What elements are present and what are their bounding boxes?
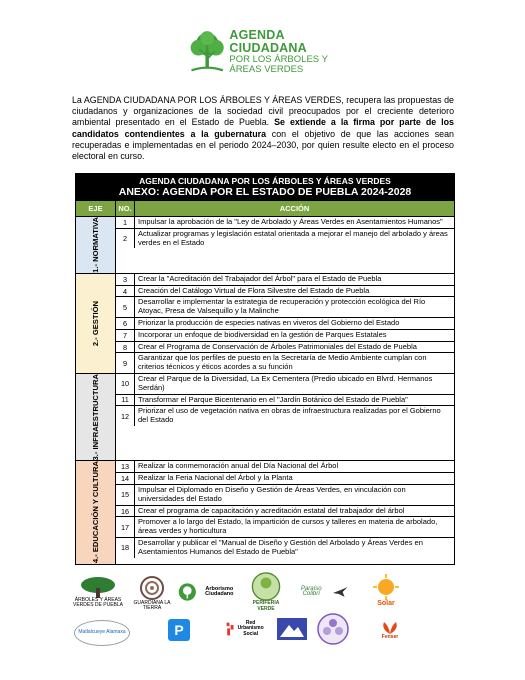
table-row [116,228,454,249]
row-number: 13 [116,461,135,472]
table-row [116,484,454,505]
row-action: Garantizar que los perfiles de puesto en la Secretaría de Medio Ambiente cumplan con criterios técnicos y éticos acordes a su función [138,353,427,372]
table-row [116,374,454,394]
intro-paragraph [72,95,454,162]
brand-line2: POR LOS ÁRBOLES Y [229,54,328,66]
row-number: 2 [116,229,135,249]
solar-logo-text: Solar [377,600,395,608]
table-title [76,174,454,200]
arboles-logo-text: ÁRBOLES Y ÁREAS VERDES DE PUEBLA [72,596,124,608]
row-number: 3 [116,274,135,285]
svg-text:P: P [174,622,184,638]
column-header [76,200,454,216]
eje-cell [76,274,116,373]
row-number: 5 [116,297,135,317]
table-row [116,537,454,558]
brand-line1: AGENDA CIUDADANA [229,27,307,56]
row-action: Crear el Parque de la Diversidad, La Ex Cementera (Predio ubicado en Blvrd. Hermanos Serdán) [138,374,433,392]
fenser-logo-text: Fenser [381,634,399,641]
row-number: 18 [116,538,135,558]
row-action: Transformar el Parque Bicentenario en el "Jardín Botánico del Estado de Puebla" [138,394,408,404]
eje-rows [116,461,454,563]
agenda-table [75,173,455,565]
eje-label: 2.- GESTIÓN [91,300,100,346]
row-action: Priorizar la producción de especies nativas en viveros del Gobierno del Estado [138,318,400,328]
row-number: 8 [116,342,135,353]
row-number: 14 [116,473,135,484]
red-urbanismo-logo-text: Red Urbanismo Social [237,619,264,637]
spiral-icon [139,575,165,601]
arboles-logo [70,572,126,612]
eje-rows [116,217,454,273]
row-number: 17 [116,517,135,537]
col-no: NO. [116,201,135,216]
periferia-badge-icon [250,572,282,601]
row-action: Desarrollar y publicar el "Manual de Diseño y Gestión del Arbolado y Áreas Verdes en Asentamientos Humanos del Estado de Puebla" [138,538,423,556]
urbanismo-icon [226,616,235,642]
circle-tree-icon [178,579,197,605]
eje-cell [76,217,116,273]
tree-icon [188,27,226,77]
p-letter-icon [167,618,191,642]
eje-group [76,373,454,460]
row-number: 1 [116,217,135,228]
intro-part1: La AGENDA CIUDADANA POR LOS ÁRBOLES Y ÁREAS VERDES, recupera las propuestas de ciudadanos y organizaciones de la sociedad civil preocupados por el creciente deterioro ambiental presentado en el Estado de Puebla. [72,95,454,128]
table-row [116,394,454,406]
arboles-tree-icon [78,576,118,598]
col-accion: ACCIÓN [279,204,310,213]
table-row [116,505,454,517]
table-row [116,296,454,317]
row-action: Crear la "Acreditación del Trabajador del Árbol" para el Estado de Puebla [138,273,382,283]
row-action: Priorizar el uso de vegetación nativa en obras de infraestructura realizadas por el Gobierno del Estado [138,406,441,425]
row-number: 6 [116,318,135,329]
row-action: Crear el programa de capacitación y acreditación estatal del trabajador del árbol [138,505,405,515]
table-row [116,329,454,341]
row-action: Realizar la Feria Nacional del Árbol y la Planta [138,473,293,483]
table-row [116,461,454,472]
row-number: 7 [116,330,135,341]
eje-group [76,273,454,373]
eje-label: 4.- EDUCACIÓN Y CULTURA [91,461,100,564]
solar-logo [356,570,416,610]
brand-text [229,29,348,75]
row-number: 16 [116,506,135,517]
table-body [76,216,454,564]
row-number: 10 [116,374,135,394]
fenser-logo [360,616,420,646]
table-row [116,516,454,537]
table-row [116,317,454,329]
table-title-line2: ANEXO: AGENDA POR EL ESTADO DE PUEBLA 2024-2028 [118,186,412,198]
brand-line3: ÁREAS VERDES [229,64,304,76]
intro-part2: con el objetivo de que las acciones sean recuperadas e implementadas en el periodo 2024–2030, por quien resulte electo en el proceso electoral en curso. [72,128,454,162]
paraiso-logo-text: Paraíso Colibrí [300,585,322,597]
eje-rows [116,274,454,373]
row-number: 11 [116,395,135,406]
matlalcueye-logo-text: Matlalcueye Alamaxa [78,629,126,636]
paraiso-logo [292,578,348,606]
guardiana-logo [132,572,172,614]
arborismo-logo-text: Arborismo Ciudadano [205,585,234,597]
eje-label: 3.- INFRAESTRUCTURA [91,374,100,461]
col-eje: EJE [76,201,116,216]
row-action: Crear el Programa de Conservación de Árboles Patrimoniales del Estado de Puebla [138,341,417,351]
flower-icon [317,613,349,645]
logo-strip [70,570,470,670]
row-action: Impulsar el Diplomado en Diseño y Gestión de Áreas Verdes, en vinculación con universidades del Estado [138,485,406,503]
table-row [116,274,454,285]
red-urbanismo-logo [226,614,266,644]
periferia-logo [246,572,286,612]
matlalcueye-logo [74,620,130,646]
mountain-icon [277,618,307,640]
eje-cell [76,374,116,460]
eje-cell [76,461,116,563]
eje-group [76,460,454,563]
arborismo-logo [178,574,240,610]
table-row [116,405,454,426]
p-logo [166,616,192,644]
row-number: 12 [116,406,135,426]
row-action: Impulsar la aprobación de la "Ley de Arbolado y Áreas Verdes en Asentamientos Humanos" [138,217,443,226]
row-action: Promover a lo largo del Estado, la impartición de cursos y talleres en materia de arbolado, áreas verdes y horticultura [138,517,438,536]
header-logo [188,26,348,78]
leaves-icon [377,621,403,635]
sun-icon [366,573,406,601]
floral-logo [316,612,350,646]
mountain-logo [276,616,308,642]
row-number: 9 [116,353,135,373]
row-action: Incorporar un enfoque de biodiversidad en la gestión de Parques Estatales [138,329,387,339]
row-action: Creación del Catálogo Virtual de Flora Silvestre del Estado de Puebla [138,285,370,295]
row-action: Desarrollar e implementar la estrategia de recuperación y protección ecológica del Río Atoyac, Presa de Valsequillo y la Malinche [138,297,426,316]
eje-label: 1.- NORMATIVA [91,217,100,273]
guardiana-logo-text: GUARDIANA LA TIERRA [133,599,171,611]
intro-bold: Se extiende a la firma por parte de los candidatos contendientes a la gubernatura [72,117,454,139]
table-title-line1: AGENDA CIUDADANA POR LOS ÁRBOLES Y ÁREAS VERDES [139,176,391,186]
row-action: Actualizar programas y legislación estatal orientada a mejorar el manejo del arbolado y áreas verdes en el Estado [138,228,448,247]
row-action: Realizar la conmemoración anual del Día Nacional del Árbol [138,461,339,471]
table-row [116,285,454,297]
table-row [116,472,454,484]
periferia-logo-text: PERIFERIA VERDE [252,600,280,612]
table-row [116,217,454,228]
row-number: 4 [116,286,135,297]
eje-group [76,216,454,273]
eje-rows [116,374,454,460]
hummingbird-icon [331,585,348,599]
row-number: 15 [116,485,135,505]
table-row [116,341,454,353]
table-row [116,352,454,373]
